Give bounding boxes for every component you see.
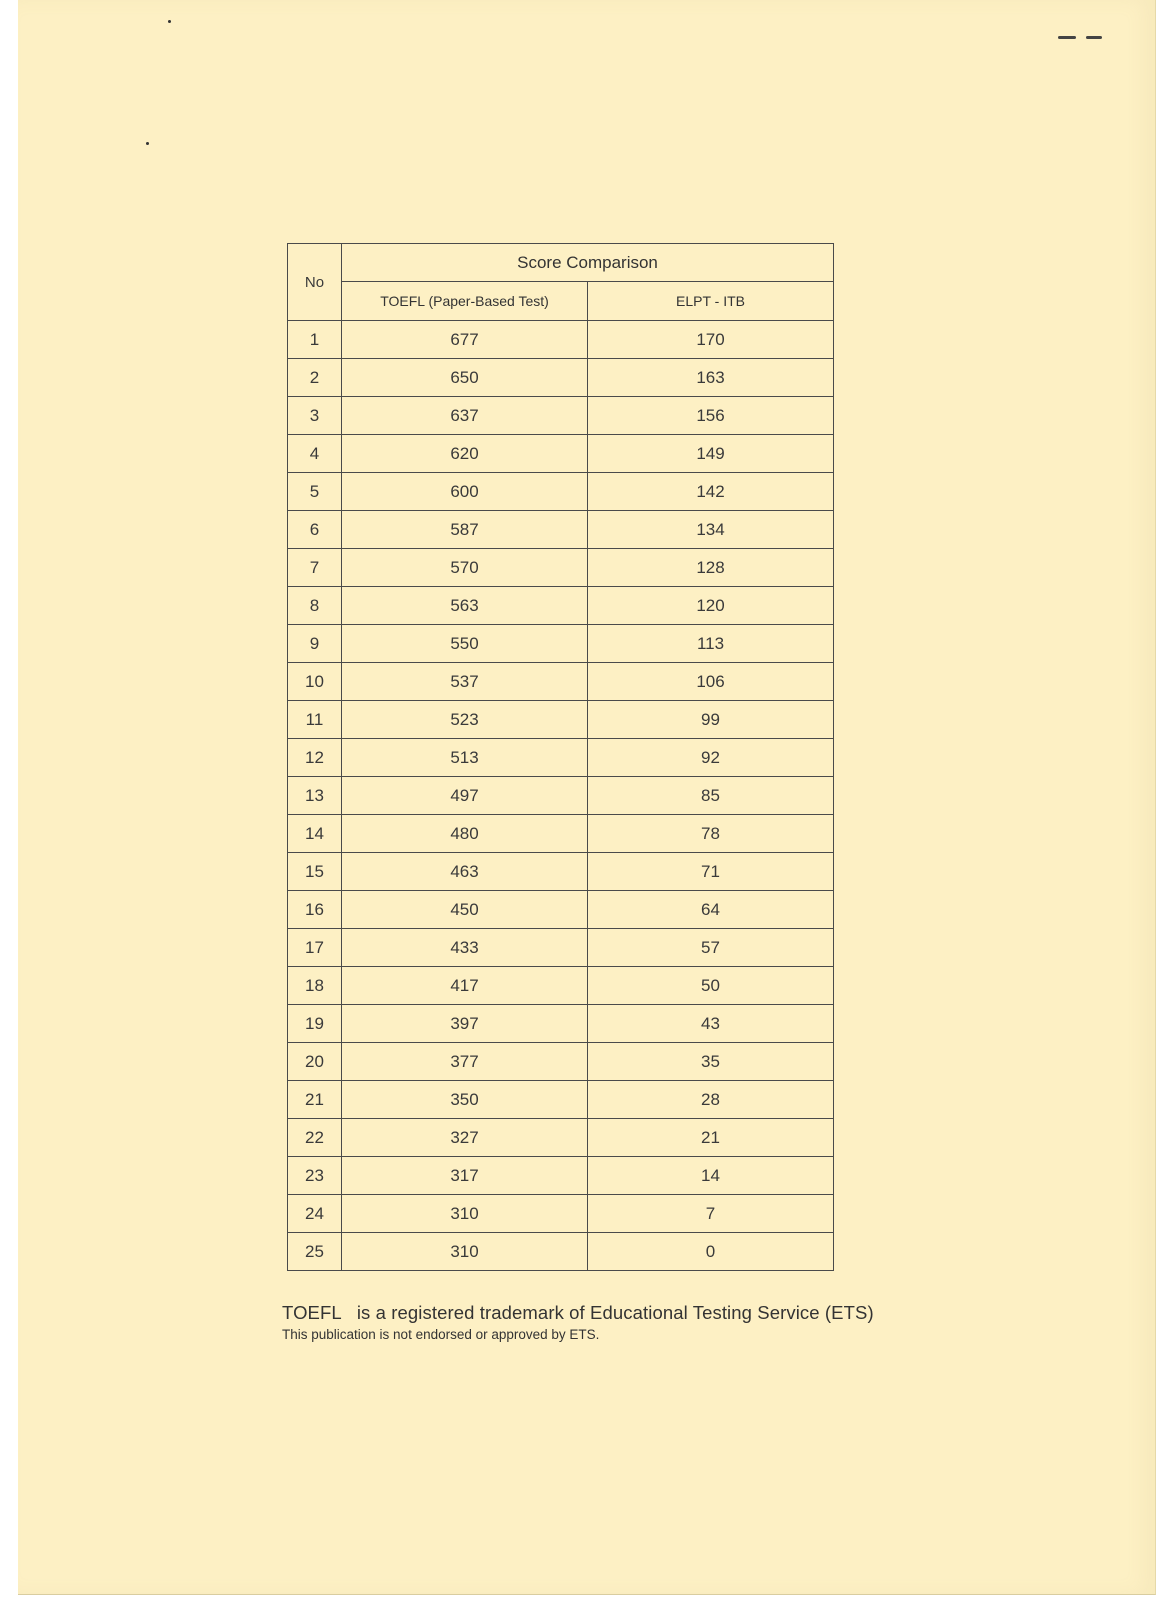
cell-elpt: 113 [588, 625, 834, 663]
table-row [288, 891, 834, 929]
table-row [288, 853, 834, 891]
cell-elpt: 0 [588, 1233, 834, 1271]
cell-no: 11 [288, 701, 342, 739]
cell-no: 16 [288, 891, 342, 929]
cell-elpt: 7 [588, 1195, 834, 1233]
footer-note [282, 1302, 874, 1342]
cell-elpt: 142 [588, 473, 834, 511]
table-row [288, 1233, 834, 1271]
cell-elpt: 71 [588, 853, 834, 891]
cell-toefl: 480 [342, 815, 588, 853]
cell-toefl: 310 [342, 1233, 588, 1271]
table-row [288, 1119, 834, 1157]
table-row [288, 1005, 834, 1043]
table-row [288, 815, 834, 853]
table-row [288, 967, 834, 1005]
cell-elpt: 92 [588, 739, 834, 777]
cell-elpt: 35 [588, 1043, 834, 1081]
cell-elpt: 149 [588, 435, 834, 473]
table-row [288, 777, 834, 815]
table-row [288, 511, 834, 549]
cell-toefl: 463 [342, 853, 588, 891]
table-row [288, 549, 834, 587]
table-row [288, 663, 834, 701]
cell-elpt: 156 [588, 397, 834, 435]
corner-mark [1086, 36, 1102, 39]
cell-toefl: 620 [342, 435, 588, 473]
cell-no: 9 [288, 625, 342, 663]
cell-no: 7 [288, 549, 342, 587]
cell-toefl: 587 [342, 511, 588, 549]
table-row [288, 1195, 834, 1233]
cell-toefl: 563 [342, 587, 588, 625]
paper-speck [168, 20, 171, 23]
cell-toefl: 677 [342, 321, 588, 359]
table-row [288, 359, 834, 397]
cell-no: 10 [288, 663, 342, 701]
cell-no: 15 [288, 853, 342, 891]
table-row [288, 929, 834, 967]
paper-speck [146, 142, 149, 145]
cell-toefl: 310 [342, 1195, 588, 1233]
cell-no: 18 [288, 967, 342, 1005]
table-row [288, 1081, 834, 1119]
table-row [288, 701, 834, 739]
cell-no: 13 [288, 777, 342, 815]
cell-no: 21 [288, 1081, 342, 1119]
cell-elpt: 28 [588, 1081, 834, 1119]
cell-no: 6 [288, 511, 342, 549]
cell-no: 12 [288, 739, 342, 777]
cell-toefl: 513 [342, 739, 588, 777]
cell-no: 23 [288, 1157, 342, 1195]
cell-toefl: 537 [342, 663, 588, 701]
cell-toefl: 523 [342, 701, 588, 739]
cell-elpt: 57 [588, 929, 834, 967]
cell-toefl: 637 [342, 397, 588, 435]
table-row [288, 321, 834, 359]
cell-toefl: 570 [342, 549, 588, 587]
cell-toefl: 397 [342, 1005, 588, 1043]
header-elpt: ELPT - ITB [588, 282, 834, 321]
cell-toefl: 600 [342, 473, 588, 511]
cell-elpt: 14 [588, 1157, 834, 1195]
cell-toefl: 417 [342, 967, 588, 1005]
cell-no: 14 [288, 815, 342, 853]
cell-elpt: 43 [588, 1005, 834, 1043]
table-row [288, 1157, 834, 1195]
table-row [288, 473, 834, 511]
cell-elpt: 120 [588, 587, 834, 625]
cell-no: 22 [288, 1119, 342, 1157]
table-row [288, 435, 834, 473]
trademark-note: TOEFL is a registered trademark of Educational Testing Service (ETS) [282, 1302, 874, 1323]
cell-elpt: 64 [588, 891, 834, 929]
header-no: No [288, 244, 342, 321]
table-row [288, 625, 834, 663]
cell-no: 4 [288, 435, 342, 473]
cell-elpt: 128 [588, 549, 834, 587]
table-body [288, 321, 834, 1271]
cell-no: 8 [288, 587, 342, 625]
cell-toefl: 497 [342, 777, 588, 815]
cell-toefl: 433 [342, 929, 588, 967]
cell-no: 25 [288, 1233, 342, 1271]
cell-toefl: 327 [342, 1119, 588, 1157]
corner-mark [1058, 36, 1076, 39]
cell-elpt: 99 [588, 701, 834, 739]
cell-elpt: 134 [588, 511, 834, 549]
cell-no: 5 [288, 473, 342, 511]
cell-toefl: 317 [342, 1157, 588, 1195]
table-row [288, 397, 834, 435]
cell-elpt: 85 [588, 777, 834, 815]
cell-no: 24 [288, 1195, 342, 1233]
cell-no: 2 [288, 359, 342, 397]
cell-elpt: 170 [588, 321, 834, 359]
score-comparison-table [287, 243, 834, 1271]
cell-no: 20 [288, 1043, 342, 1081]
table-row [288, 1043, 834, 1081]
header-score-comparison: Score Comparison [342, 244, 834, 282]
cell-toefl: 350 [342, 1081, 588, 1119]
cell-toefl: 377 [342, 1043, 588, 1081]
table-row [288, 739, 834, 777]
table-row [288, 587, 834, 625]
cell-elpt: 50 [588, 967, 834, 1005]
cell-no: 17 [288, 929, 342, 967]
cell-toefl: 650 [342, 359, 588, 397]
cell-no: 1 [288, 321, 342, 359]
cell-no: 3 [288, 397, 342, 435]
cell-elpt: 106 [588, 663, 834, 701]
cell-elpt: 78 [588, 815, 834, 853]
cell-elpt: 163 [588, 359, 834, 397]
disclaimer-note: This publication is not endorsed or approved by ETS. [282, 1327, 600, 1342]
cell-no: 19 [288, 1005, 342, 1043]
cell-toefl: 550 [342, 625, 588, 663]
cell-toefl: 450 [342, 891, 588, 929]
header-toefl: TOEFL (Paper-Based Test) [342, 282, 588, 321]
cell-elpt: 21 [588, 1119, 834, 1157]
